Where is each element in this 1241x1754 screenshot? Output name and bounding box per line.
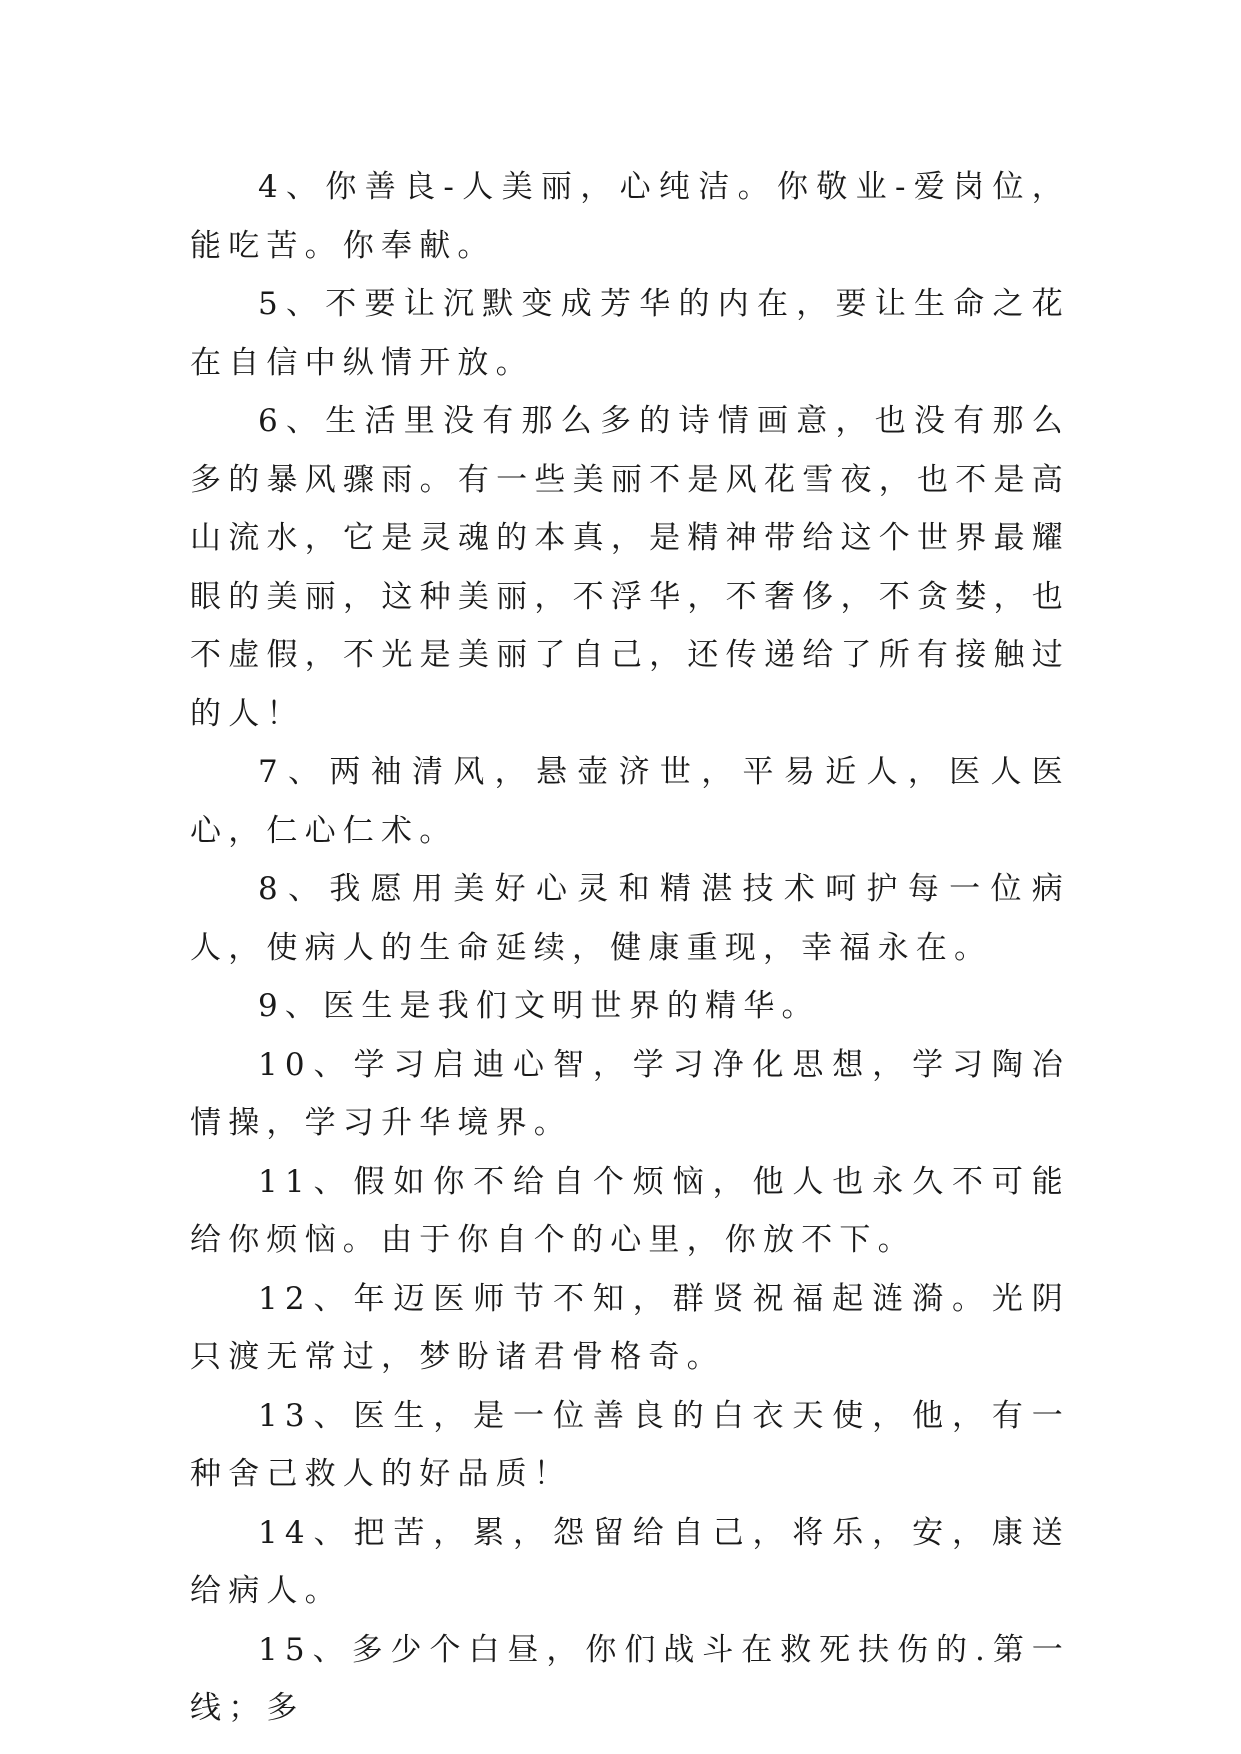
paragraph-7: 7、两袖清风，悬壶济世，平易近人，医人医心，仁心仁术。 <box>190 754 1070 849</box>
document-page <box>190 158 1070 1738</box>
paragraph-6: 6、生活里没有那么多的诗情画意，也没有那么多的暴风骤雨。有一些美丽不是风花雪夜，也不是高山流水，它是灵魂的本真，是精神带给这个世界最耀眼的美丽，这种美丽，不浮华，不奢侈，不贪婪，也不虚假，不光是美丽了自己，还传递给了所有接触过的人！ <box>190 403 1070 732</box>
paragraph-11: 11、假如你不给自个烦恼，他人也永久不可能给你烦恼。由于你自个的心里，你放不下。 <box>190 1163 1070 1258</box>
paragraph-15: 15、多少个白昼，你们战斗在救死扶伤的.第一线；多 <box>190 1631 1070 1726</box>
paragraph-10: 10、学习启迪心智，学习净化思想，学习陶冶情操，学习升华境界。 <box>190 1046 1070 1141</box>
paragraph-13: 13、医生，是一位善良的白衣天使，他，有一种舍己救人的好品质！ <box>190 1397 1070 1492</box>
paragraph-9: 9、医生是我们文明世界的精华。 <box>258 988 820 1024</box>
paragraph-8: 8、我愿用美好心灵和精湛技术呵护每一位病人，使病人的生命延续，健康重现，幸福永在。 <box>190 871 1070 966</box>
paragraph-5: 5、不要让沉默变成芳华的内在，要让生命之花在自信中纵情开放。 <box>190 286 1070 381</box>
paragraph-4: 4、你善良-人美丽，心纯洁。你敬业-爱岗位，能吃苦。你奉献。 <box>190 169 1070 264</box>
paragraph-12: 12、年迈医师节不知，群贤祝福起涟漪。光阴只渡无常过，梦盼诸君骨格奇。 <box>190 1280 1070 1375</box>
paragraph-14: 14、把苦，累，怨留给自己，将乐，安，康送给病人。 <box>190 1514 1070 1609</box>
